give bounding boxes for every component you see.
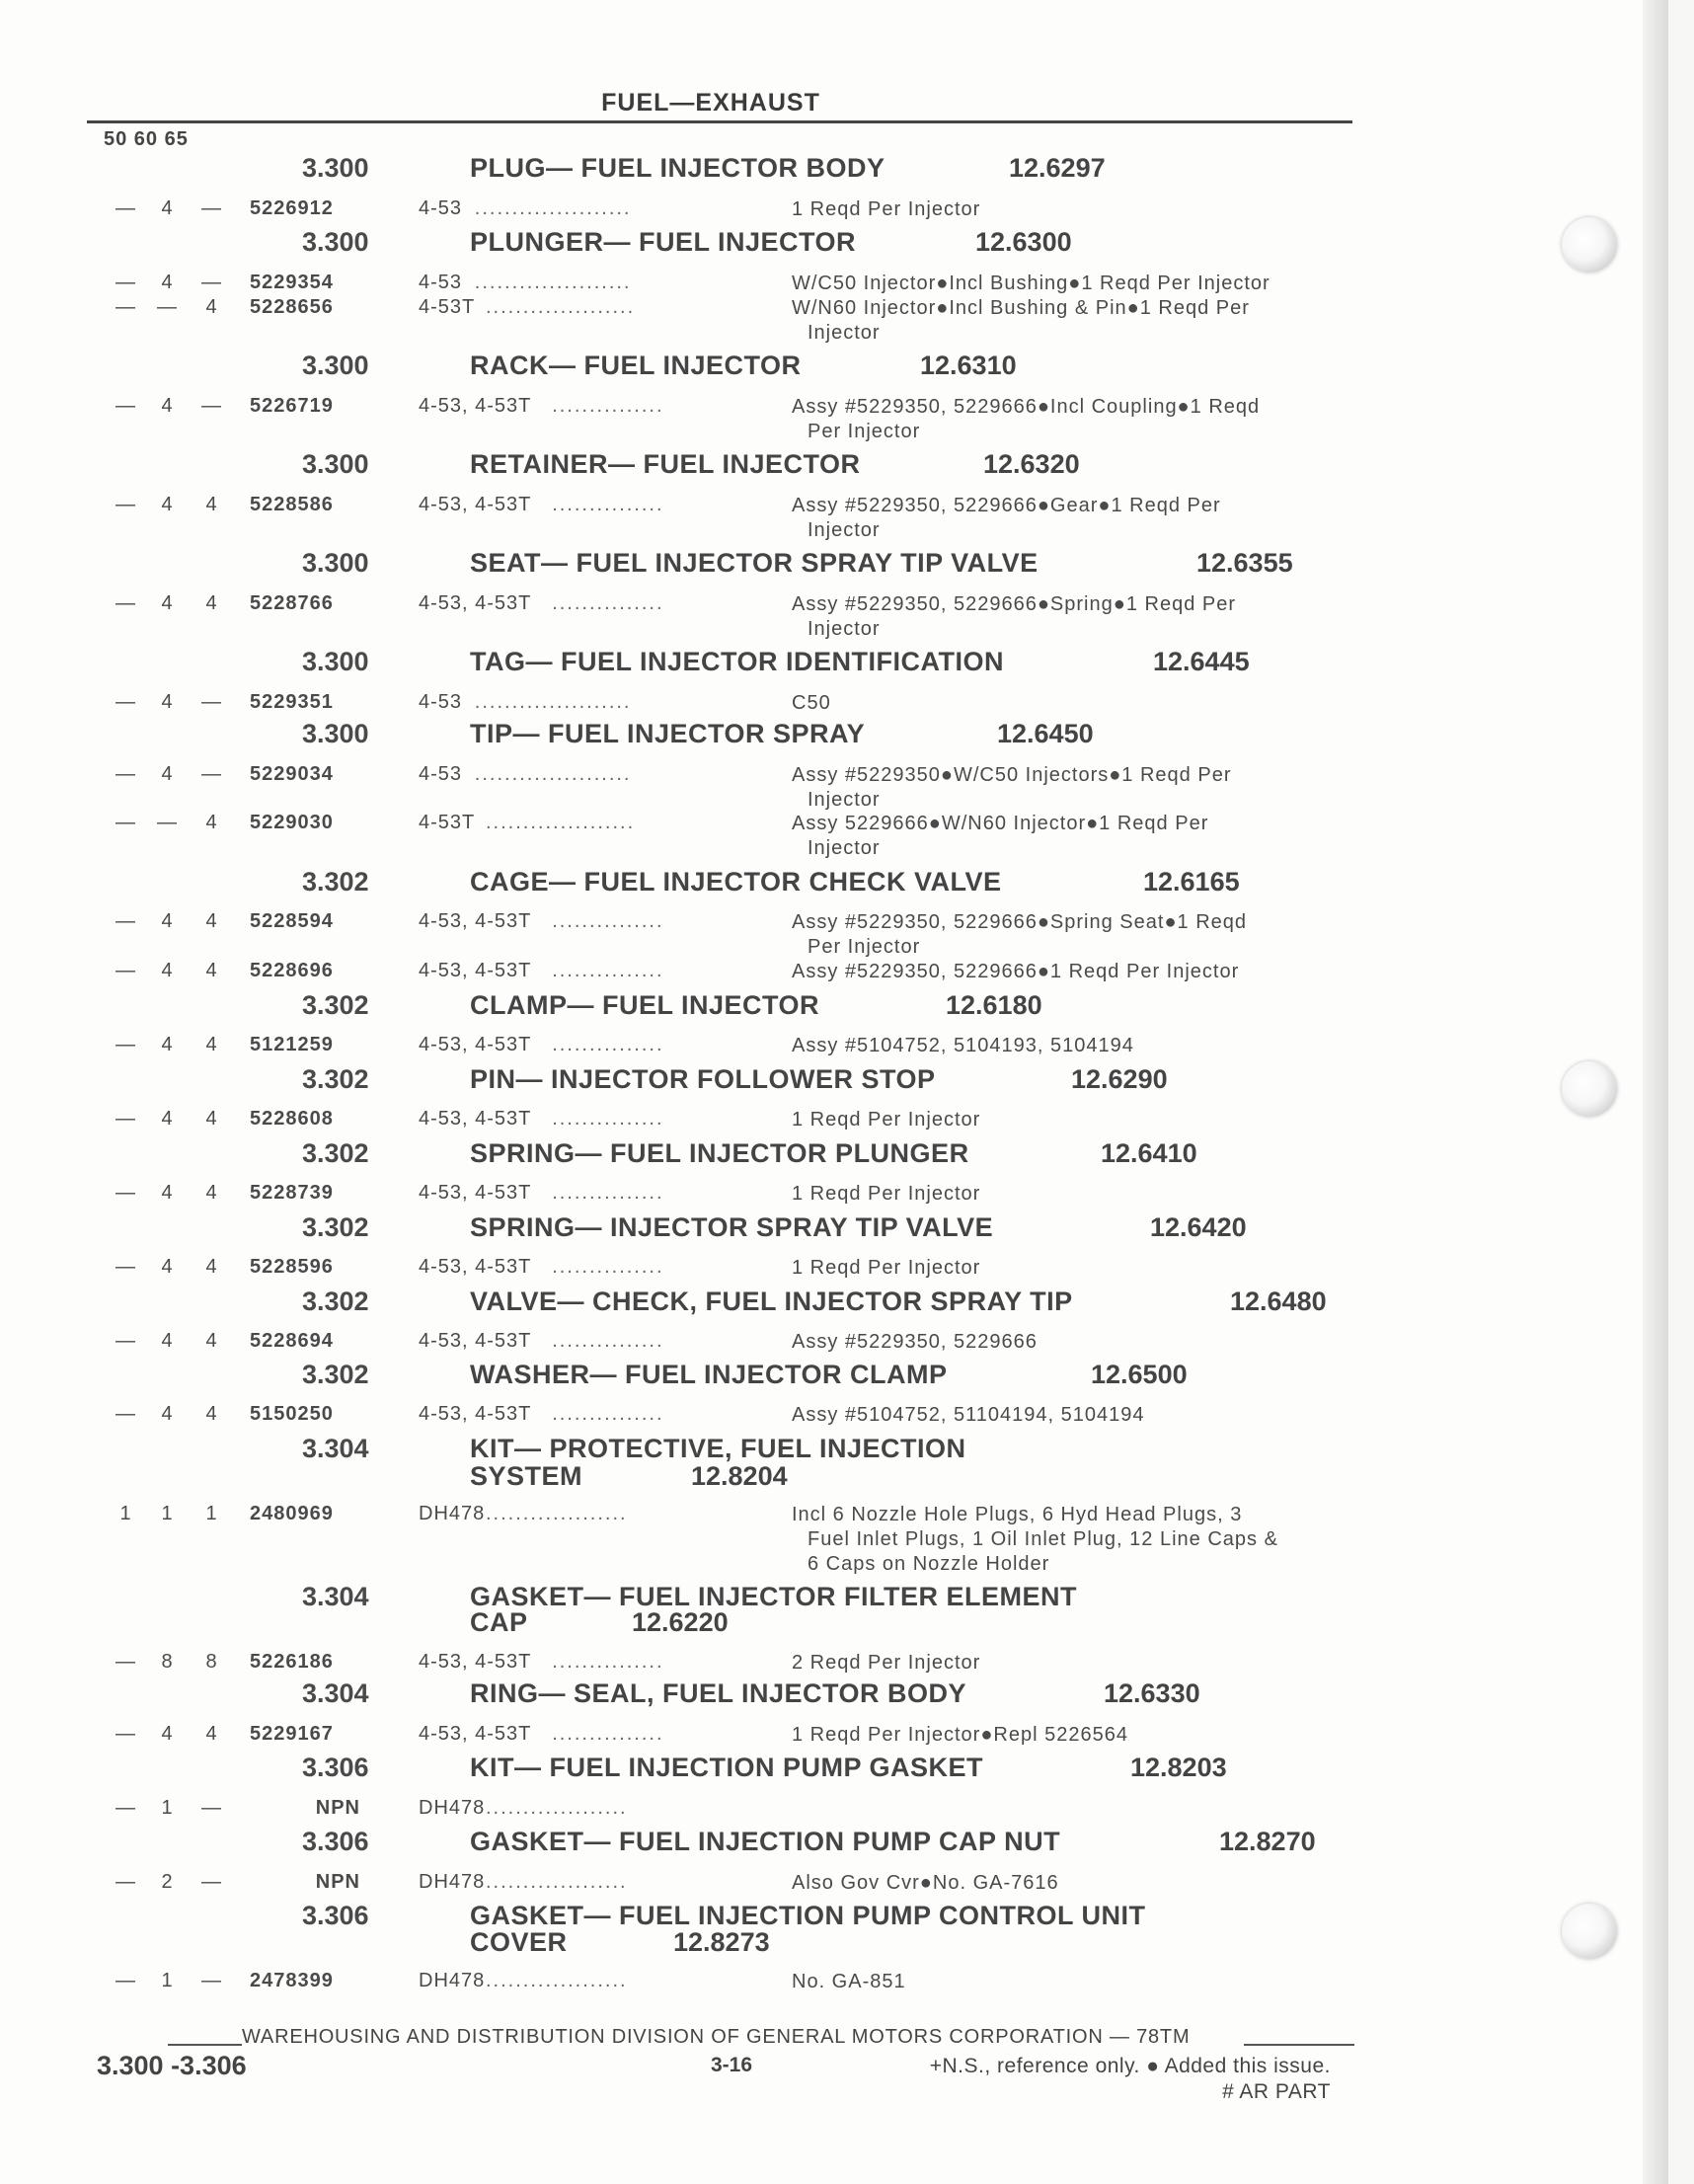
part-number: NPN [315,1871,360,1893]
year-quantity: 4 [205,1182,217,1204]
year-quantity: 4 [161,1034,173,1055]
year-quantity: — [116,1330,135,1352]
year-quantity: 4 [205,1108,217,1130]
engine-model: DH478 [419,1871,486,1893]
part-number: 2478399 [250,1970,334,1991]
description-line: Assy #5229350, 5229666 [792,1331,1038,1353]
section-heading: RETAINER— FUEL INJECTOR [470,449,861,479]
leader-dots: ..................... [474,272,632,293]
punch-hole-icon [1562,1061,1617,1117]
year-quantity: 1 [161,1797,173,1819]
legend-note-ar: # AR PART [1222,2080,1331,2103]
section-number: 3.300 [302,548,369,578]
section-number: 3.304 [302,1678,369,1708]
part-description [792,763,1354,813]
section-reference-code: 12.6180 [946,990,1042,1020]
year-quantity: 4 [161,1182,173,1204]
engine-model: 4-53 [419,197,463,219]
section-reference-code: 12.6420 [1150,1212,1247,1242]
year-quantity: — [201,1970,221,1991]
section-reference-code: 12.6480 [1230,1287,1327,1316]
year-quantity: — [116,1034,135,1055]
part-number: 5229034 [250,763,334,785]
description-line: Assy #5229350, 5229666●Spring●1 Reqd Per [792,593,1236,615]
engine-model: 4-53, 4-53T [419,1651,532,1673]
year-quantity: — [116,910,135,932]
year-quantity: 4 [161,1723,173,1745]
section-heading: GASKET— FUEL INJECTION PUMP CAP NUT [470,1827,1061,1856]
part-number: 5228608 [250,1108,334,1130]
section-reference-code: 12.6320 [983,449,1080,479]
year-quantity: 1 [161,1970,173,1991]
year-quantity: — [201,1797,221,1819]
year-quantity: — [116,592,135,614]
leader-dots: ............... [552,960,664,981]
leader-dots: .................... [486,296,636,318]
year-quantity: 4 [205,1330,217,1352]
leader-dots: ............... [552,1256,664,1278]
year-quantity: 4 [161,1330,173,1352]
part-number: 5229167 [250,1723,334,1745]
part-description [792,960,1354,984]
description-line: 1 Reqd Per Injector●Repl 5226564 [792,1724,1128,1746]
leader-dots: ............... [552,1403,664,1425]
engine-model: 4-53, 4-53T [419,960,532,981]
engine-model: 4-53, 4-53T [419,1182,532,1204]
leader-dots: ............... [552,592,664,614]
year-quantity: 8 [205,1651,217,1673]
part-description [792,1256,1354,1281]
section-heading-continued: CAP [470,1607,528,1637]
description-line: Assy #5104752, 5104193, 5104194 [792,1035,1134,1056]
engine-model: 4-53 [419,763,463,785]
year-quantity: — [116,1403,135,1425]
legend-note: +N.S., reference only. ● Added this issue. [929,2055,1331,2077]
year-quantity: 4 [161,763,173,785]
section-reference-code: 12.8270 [1219,1827,1316,1856]
section-reference-code: 12.6220 [632,1607,729,1637]
description-line: 1 Reqd Per Injector [792,1109,981,1131]
section-reference-code: 12.6165 [1143,867,1240,897]
section-reference-code: 12.6290 [1071,1064,1168,1094]
year-quantity: 4 [205,960,217,981]
description-line: Fuel Inlet Plugs, 1 Oil Inlet Plug, 12 Line Caps & [808,1528,1278,1550]
section-reference-code: 12.8203 [1130,1753,1227,1782]
year-quantity: 4 [161,592,173,614]
part-number: 5226912 [250,197,334,219]
part-number: 5228766 [250,592,334,614]
part-description [792,1108,1354,1132]
part-number: 5229351 [250,691,334,713]
year-quantity: — [116,1256,135,1278]
year-quantity: 4 [161,910,173,932]
description-line: 6 Caps on Nozzle Holder [808,1553,1050,1575]
leader-dots: ..................... [474,763,632,785]
year-quantity: 4 [205,812,217,833]
year-quantity: — [116,395,135,417]
leader-dots: ............... [552,910,664,932]
description-line: W/N60 Injector●Incl Bushing & Pin●1 Reqd Per [792,297,1250,319]
description-line: Incl 6 Nozzle Hole Plugs, 6 Hyd Head Plugs, 3 [792,1504,1243,1525]
section-heading: PIN— INJECTOR FOLLOWER STOP [470,1064,936,1094]
year-quantity: 4 [205,1723,217,1745]
year-quantity: — [116,1723,135,1745]
part-description [792,296,1354,346]
section-heading: WASHER— FUEL INJECTOR CLAMP [470,1360,948,1389]
engine-model: DH478 [419,1970,486,1991]
part-number: 5150250 [250,1403,334,1425]
section-number: 3.306 [302,1901,369,1930]
footer-rule-right [1244,2044,1354,2046]
leader-dots: ............... [552,1182,664,1204]
part-number: 5121259 [250,1034,334,1055]
year-quantity: 4 [205,910,217,932]
part-number: 5226186 [250,1651,334,1673]
section-heading: TIP— FUEL INJECTOR SPRAY [470,719,866,748]
title-divider [87,120,1352,123]
section-reference-code: 12.6297 [1009,153,1106,183]
engine-model: 4-53, 4-53T [419,1256,532,1278]
part-description [792,1723,1354,1748]
year-quantity: 1 [119,1503,131,1524]
year-quantity: 8 [161,1651,173,1673]
section-number: 3.300 [302,449,369,479]
part-description [792,691,1354,716]
year-quantity: 1 [205,1503,217,1524]
part-number: 5228694 [250,1330,334,1352]
section-reference-code: 12.6330 [1104,1678,1200,1708]
year-quantity: — [116,691,135,713]
section-heading: GASKET— FUEL INJECTION PUMP CONTROL UNIT [470,1901,1146,1930]
section-reference-code: 12.8273 [673,1927,770,1957]
section-number: 3.302 [302,990,369,1020]
page-edge [1643,0,1668,2184]
part-description [792,910,1354,960]
section-heading: RING— SEAL, FUEL INJECTOR BODY [470,1678,967,1708]
year-quantity: — [116,1651,135,1673]
year-quantity: 4 [205,296,217,318]
footer-rule-left [168,2044,242,2046]
punch-hole-icon [1562,1904,1617,1959]
punch-hole-icon [1562,217,1617,273]
description-line: Assy #5229350, 5229666●Incl Coupling●1 Reqd [792,396,1261,418]
part-number: 5228656 [250,296,334,318]
leader-dots: ............... [552,1330,664,1352]
engine-model: 4-53, 4-53T [419,1108,532,1130]
year-quantity: 4 [161,272,173,293]
section-heading: CAGE— FUEL INJECTOR CHECK VALVE [470,867,1002,897]
year-quantity: — [157,296,177,318]
section-number: 3.302 [302,1064,369,1094]
year-quantity: 1 [161,1503,173,1524]
part-description [792,395,1354,444]
section-number: 3.302 [302,1360,369,1389]
engine-model: 4-53, 4-53T [419,1723,532,1745]
description-line: Per Injector [808,936,921,958]
year-quantity: — [201,197,221,219]
model-year-header: 50 60 65 [104,128,189,150]
year-quantity: — [201,395,221,417]
section-heading: KIT— FUEL INJECTION PUMP GASKET [470,1753,984,1782]
leader-dots: ................... [486,1970,628,1991]
section-number: 3.306 [302,1827,369,1856]
footer-legend [930,2054,1331,2105]
year-quantity: — [116,1108,135,1130]
section-number: 3.304 [302,1434,369,1463]
engine-model: 4-53 [419,272,463,293]
leader-dots: ................... [486,1503,628,1524]
section-heading-continued: COVER [470,1927,568,1957]
section-number: 3.300 [302,351,369,380]
section-reference-code: 12.6355 [1196,548,1293,578]
description-line: Assy #5104752, 51104194, 5104194 [792,1404,1145,1426]
part-description [792,1503,1354,1577]
year-quantity: — [116,812,135,833]
engine-model: DH478 [419,1503,486,1524]
year-quantity: 4 [205,1256,217,1278]
year-quantity: 4 [161,494,173,515]
part-description [792,1970,1354,1994]
part-number: 2480969 [250,1503,334,1524]
year-quantity: 4 [161,1403,173,1425]
section-number: 3.300 [302,227,369,257]
year-quantity: 4 [161,1108,173,1130]
description-line: Injector [808,789,881,811]
section-heading: SPRING— INJECTOR SPRAY TIP VALVE [470,1212,994,1242]
year-quantity: — [201,272,221,293]
year-quantity: 2 [161,1871,173,1893]
year-quantity: — [116,1871,135,1893]
part-number: 5228586 [250,494,334,515]
year-quantity: 4 [161,960,173,981]
description-line: Assy #5229350, 5229666●Spring Seat●1 Reqd [792,911,1248,933]
description-line: Assy #5229350●W/C50 Injectors●1 Reqd Per [792,764,1232,786]
part-description [792,1330,1354,1355]
part-description [792,1871,1354,1896]
part-description [792,494,1354,543]
part-number: 5228596 [250,1256,334,1278]
leader-dots: ............... [552,494,664,515]
leader-dots: ............... [552,1651,664,1673]
section-number: 3.300 [302,719,369,748]
description-line: Injector [808,519,881,541]
leader-dots: ..................... [474,197,632,219]
page-title: FUEL—EXHAUST [601,89,820,117]
year-quantity: — [116,1182,135,1204]
engine-model: 4-53 [419,691,463,713]
section-heading-continued: SYSTEM [470,1461,583,1491]
year-quantity: 4 [205,1034,217,1055]
year-quantity: — [116,494,135,515]
engine-model: 4-53T [419,812,476,833]
section-reference-code: 12.6500 [1091,1360,1188,1389]
description-line: Injector [808,618,881,640]
section-number: 3.302 [302,1138,369,1168]
description-line: 2 Reqd Per Injector [792,1652,981,1674]
section-reference-code: 12.6450 [997,719,1094,748]
section-number: 3.300 [302,647,369,676]
section-number: 3.306 [302,1753,369,1782]
description-line: Injector [808,837,881,859]
part-number: 5228594 [250,910,334,932]
year-quantity: 4 [161,197,173,219]
engine-model: DH478 [419,1797,486,1819]
section-reference-code: 12.6300 [975,227,1072,257]
year-quantity: — [157,812,177,833]
year-quantity: — [201,763,221,785]
engine-model: 4-53, 4-53T [419,910,532,932]
section-reference-code: 12.6310 [920,351,1017,380]
part-description [792,592,1354,642]
section-heading: SEAT— FUEL INJECTOR SPRAY TIP VALVE [470,548,1039,578]
description-line: Per Injector [808,421,921,442]
engine-model: 4-53, 4-53T [419,494,532,515]
year-quantity: — [116,1797,135,1819]
part-description [792,1403,1354,1428]
leader-dots: ............... [552,1723,664,1745]
leader-dots: ................... [486,1797,628,1819]
section-number: 3.302 [302,867,369,897]
description-line: 1 Reqd Per Injector [792,1183,981,1205]
year-quantity: — [201,1871,221,1893]
part-number: 5228696 [250,960,334,981]
section-heading: VALVE— CHECK, FUEL INJECTOR SPRAY TIP [470,1287,1073,1316]
part-description [792,1034,1354,1058]
leader-dots: ..................... [474,691,632,713]
section-heading: TAG— FUEL INJECTOR IDENTIFICATION [470,647,1005,676]
description-line: 1 Reqd Per Injector [792,198,981,220]
leader-dots: ............... [552,1034,664,1055]
year-quantity: — [116,296,135,318]
year-quantity: — [116,197,135,219]
section-heading: RACK— FUEL INJECTOR [470,351,802,380]
section-heading: GASKET— FUEL INJECTOR FILTER ELEMENT [470,1582,1078,1611]
description-line: Also Gov Cvr●No. GA-7616 [792,1872,1059,1894]
section-number: 3.302 [302,1212,369,1242]
description-line: Injector [808,322,881,344]
part-description [792,272,1354,296]
description-line: Assy 5229666●W/N60 Injector●1 Reqd Per [792,813,1209,834]
leader-dots: ............... [552,1108,664,1130]
engine-model: 4-53, 4-53T [419,592,532,614]
leader-dots: ............... [552,395,664,417]
section-heading: PLUG— FUEL INJECTOR BODY [470,153,886,183]
description-line: C50 [792,692,831,714]
section-reference-code: 12.6410 [1101,1138,1197,1168]
description-line: W/C50 Injector●Incl Bushing●1 Reqd Per Injector [792,273,1270,294]
engine-model: 4-53, 4-53T [419,395,532,417]
year-quantity: — [116,763,135,785]
year-quantity: 4 [161,395,173,417]
year-quantity: 4 [161,1256,173,1278]
engine-model: 4-53T [419,296,476,318]
leader-dots: .................... [486,812,636,833]
engine-model: 4-53, 4-53T [419,1034,532,1055]
part-description [792,1651,1354,1676]
footer-page-number: 3-16 [711,2054,753,2076]
section-heading: SPRING— FUEL INJECTOR PLUNGER [470,1138,969,1168]
footer-section-range: 3.300 -3.306 [97,2051,247,2080]
footer-division: WAREHOUSING AND DISTRIBUTION DIVISION OF GENERAL MOTORS CORPORATION — 78TM [242,2026,1191,2048]
part-number: 5229354 [250,272,334,293]
description-line: Assy #5229350, 5229666●1 Reqd Per Injector [792,961,1240,982]
section-heading: KIT— PROTECTIVE, FUEL INJECTION [470,1434,966,1463]
part-number: 5226719 [250,395,334,417]
part-description [792,812,1354,861]
engine-model: 4-53, 4-53T [419,1330,532,1352]
part-description [792,197,1354,222]
year-quantity: — [116,272,135,293]
description-line: 1 Reqd Per Injector [792,1257,981,1279]
year-quantity: 4 [205,1403,217,1425]
part-number: 5229030 [250,812,334,833]
description-line: Assy #5229350, 5229666●Gear●1 Reqd Per [792,495,1221,516]
year-quantity: — [116,1970,135,1991]
description-line: No. GA-851 [792,1971,906,1992]
engine-model: 4-53, 4-53T [419,1403,532,1425]
leader-dots: ................... [486,1871,628,1893]
part-description [792,1182,1354,1207]
section-number: 3.302 [302,1287,369,1316]
part-number: 5228739 [250,1182,334,1204]
section-reference-code: 12.6445 [1153,647,1250,676]
section-number: 3.304 [302,1582,369,1611]
section-number: 3.300 [302,153,369,183]
year-quantity: — [201,691,221,713]
section-heading: CLAMP— FUEL INJECTOR [470,990,820,1020]
year-quantity: 4 [205,592,217,614]
section-reference-code: 12.8204 [691,1461,788,1491]
year-quantity: — [116,960,135,981]
section-heading: PLUNGER— FUEL INJECTOR [470,227,857,257]
year-quantity: 4 [205,494,217,515]
part-number: NPN [315,1797,360,1819]
year-quantity: 4 [161,691,173,713]
